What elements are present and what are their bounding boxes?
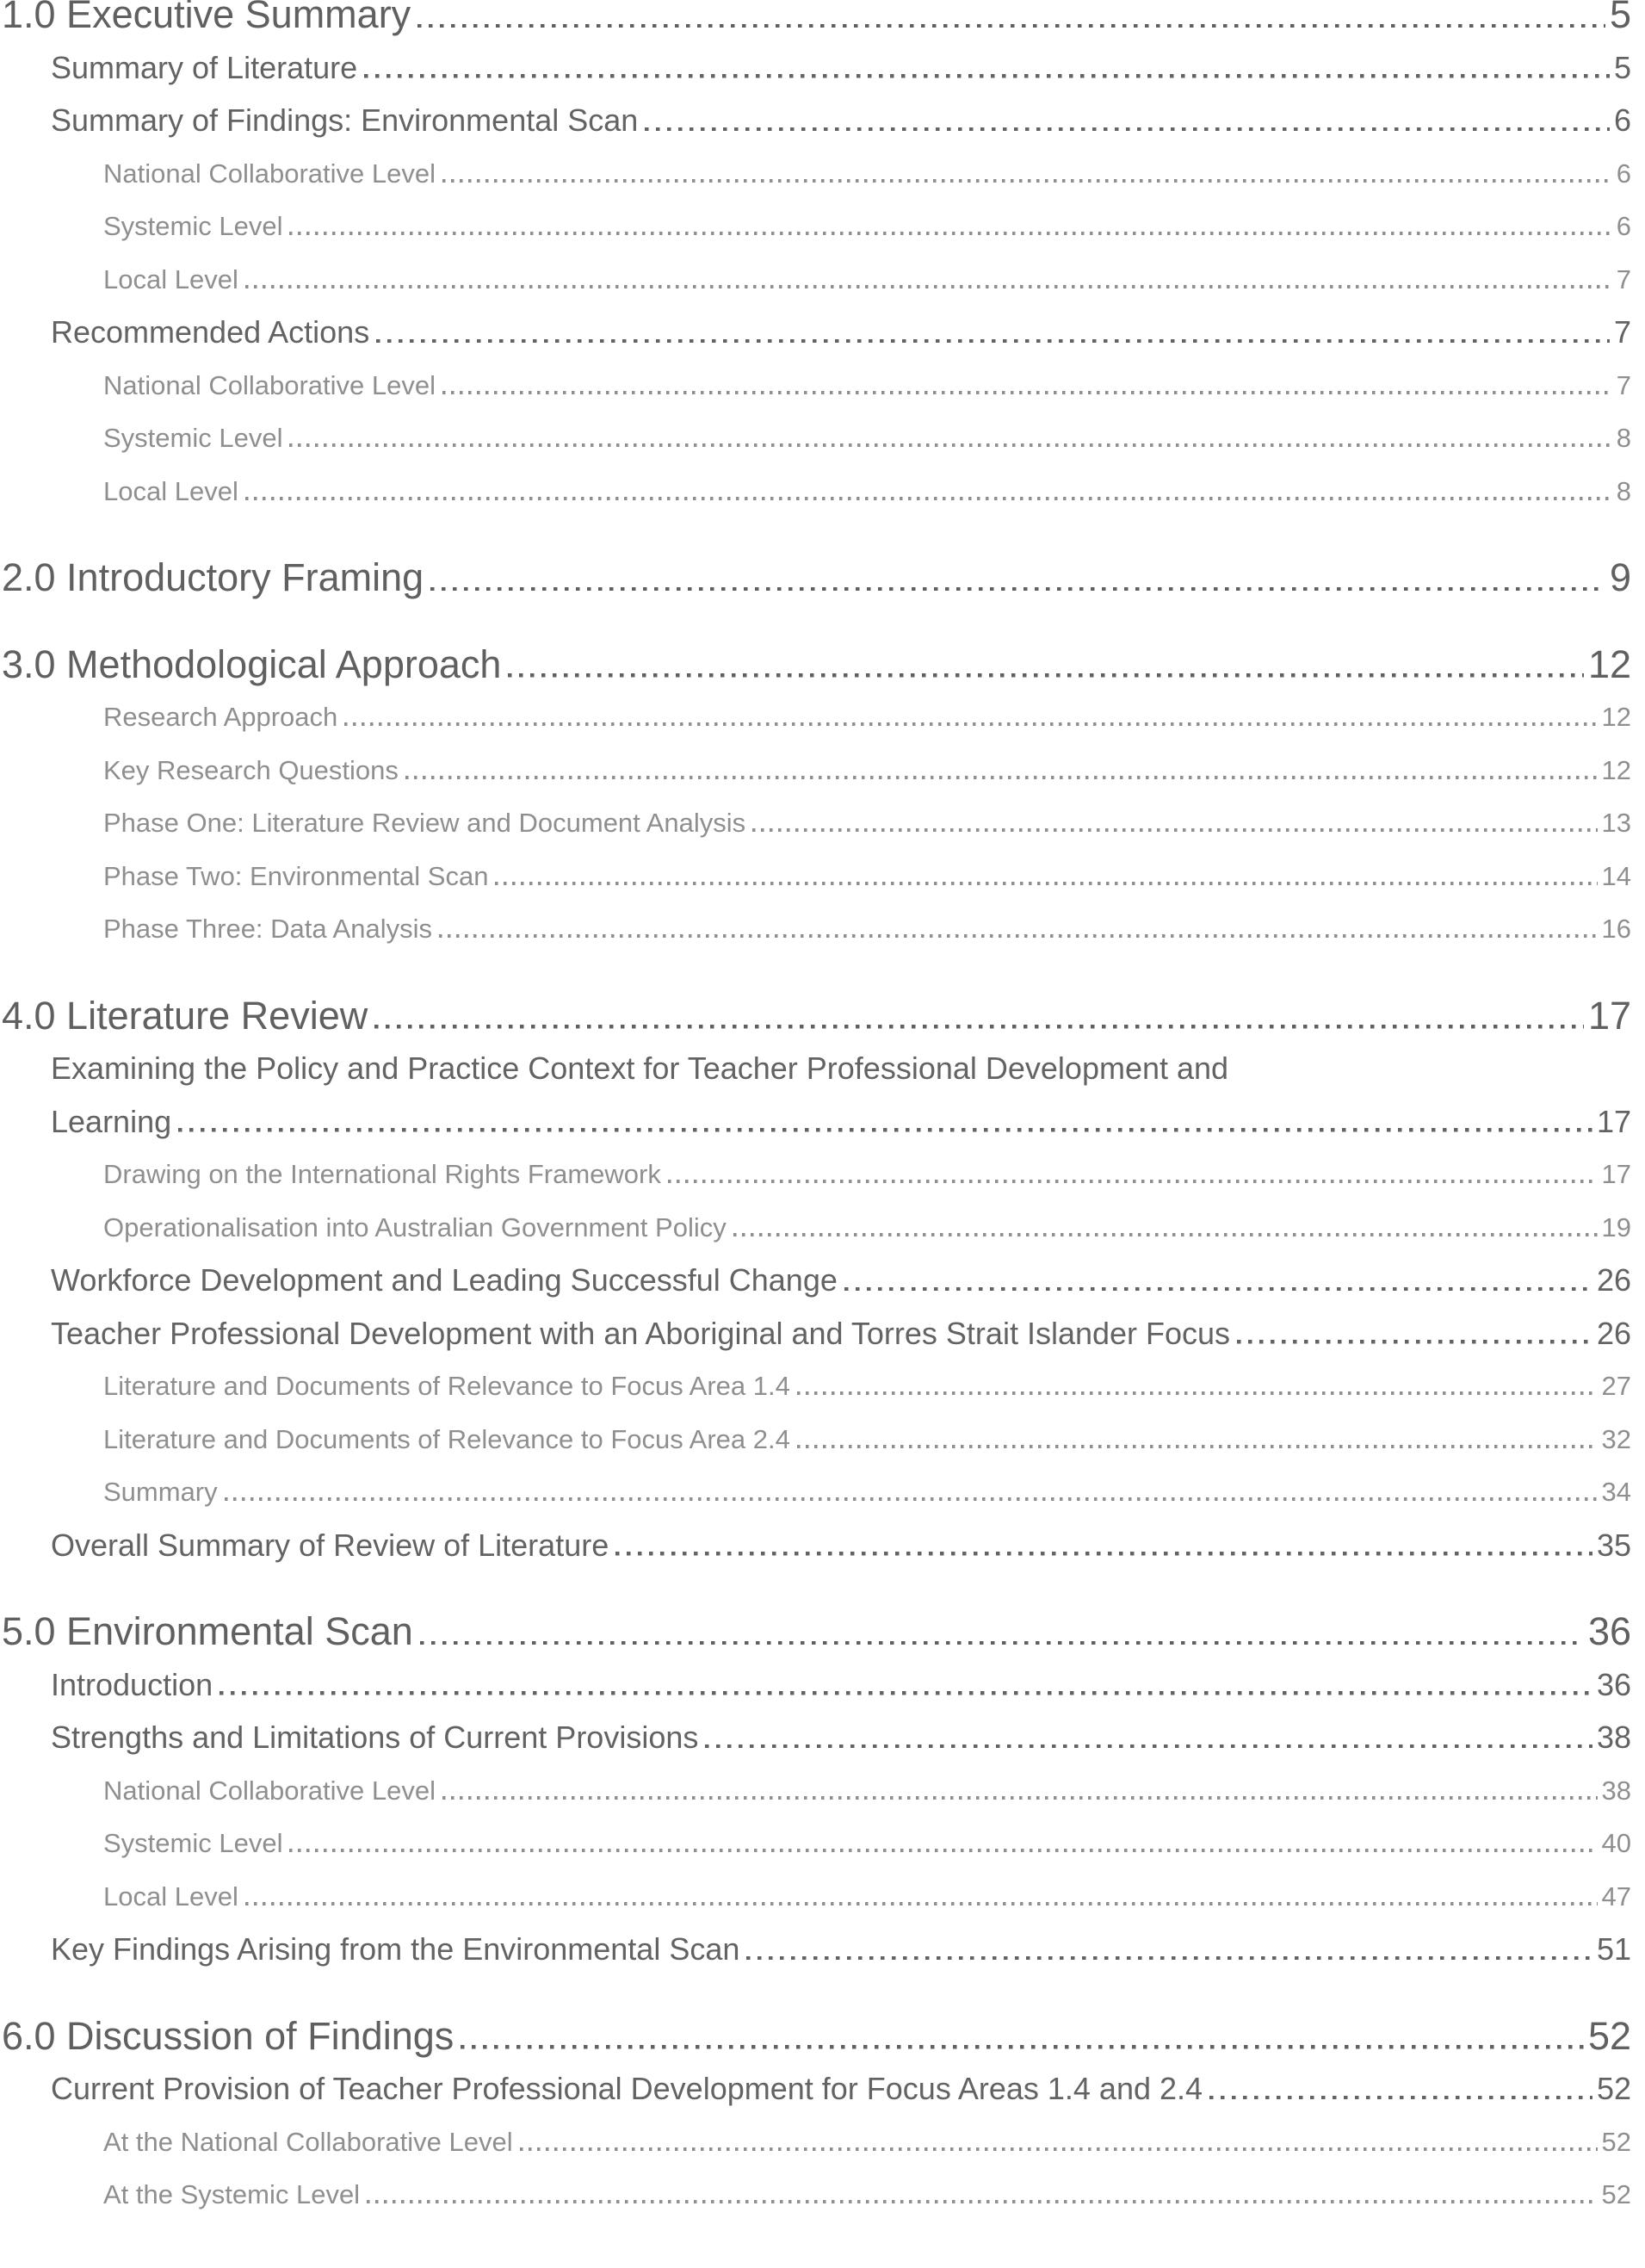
toc-entry-text: Learning: [51, 1103, 172, 1139]
toc-entry[interactable]: [2, 902, 1631, 956]
toc-entry-text: At the Systemic Level: [103, 2179, 361, 2209]
toc-entry-text: At the National Collaborative Level: [103, 2126, 513, 2157]
toc-page-number: 51: [1596, 1931, 1631, 1967]
toc-page-number: 12: [1601, 702, 1631, 732]
dot-leader: [245, 1902, 1598, 1905]
dot-leader: [520, 2147, 1598, 2151]
toc-page-number: 8: [1616, 423, 1631, 453]
toc-entry-text: Systemic Level: [103, 1828, 283, 1858]
toc-page-number: 17: [1596, 1103, 1631, 1139]
toc-page-number: 36: [1587, 1609, 1631, 1653]
toc-entry[interactable]: [2, 359, 1631, 412]
toc-entry-text: Systemic Level: [103, 423, 283, 453]
toc-entry-text: Workforce Development and Leading Successful Change: [51, 1262, 838, 1298]
toc-entry-text: Key Research Questions: [103, 754, 399, 785]
toc-entry[interactable]: [2, 0, 1631, 41]
toc-entry-text: Literature and Documents of Relevance to Focus Area 1.4: [103, 1371, 790, 1401]
toc-entry[interactable]: [2, 41, 1631, 95]
toc-entry-text: 1.0 Executive Summary: [2, 0, 411, 36]
toc-entry[interactable]: [2, 2010, 1631, 2063]
toc-entry[interactable]: [2, 1413, 1631, 1466]
toc-page-number: 8: [1616, 475, 1631, 506]
toc-page-number: 52: [1596, 2071, 1631, 2106]
dot-leader: [461, 2045, 1584, 2049]
toc-entry[interactable]: [2, 1148, 1631, 1201]
toc-page-number: 52: [1587, 2013, 1631, 2058]
toc-entry-text: Key Findings Arising from the Environmental Scan: [51, 1931, 740, 1967]
dot-leader: [430, 587, 1605, 592]
toc-entry-text: Phase Three: Data Analysis: [103, 914, 432, 944]
dot-leader: [374, 1025, 1584, 1029]
toc-page-number: 6: [1613, 102, 1631, 138]
toc-page-number: 16: [1601, 914, 1631, 944]
toc-entry-text: 6.0 Discussion of Findings: [2, 2013, 455, 2058]
toc-page-number: 35: [1596, 1527, 1631, 1563]
toc-entry[interactable]: [2, 1519, 1631, 1572]
dot-leader: [508, 673, 1584, 678]
dot-leader: [225, 1497, 1598, 1501]
toc-page-number: 38: [1596, 1720, 1631, 1755]
dot-leader: [615, 1552, 1592, 1556]
toc-entry[interactable]: [2, 1307, 1631, 1360]
toc-entry-text: Drawing on the International Rights Framework: [103, 1159, 661, 1189]
dot-leader: [442, 179, 1612, 183]
toc-page-number: 32: [1601, 1423, 1631, 1454]
dot-leader: [367, 2200, 1597, 2203]
dot-leader: [797, 1391, 1598, 1395]
toc-entry-text: Local Level: [103, 263, 238, 294]
dot-leader: [733, 1233, 1598, 1236]
toc-page-number: 34: [1601, 1477, 1631, 1507]
toc-page-number: 7: [1613, 314, 1631, 350]
toc-entry-text: Overall Summary of Review of Literature: [51, 1527, 609, 1563]
toc-page-number: 47: [1601, 1881, 1631, 1912]
toc-page-number: 26: [1596, 1315, 1631, 1351]
toc-entry[interactable]: [2, 1658, 1631, 1712]
toc-entry-text: 2.0 Introductory Framing: [2, 555, 424, 599]
toc-page-number: 12: [1587, 641, 1631, 686]
dot-leader: [797, 1445, 1598, 1448]
toc-entry[interactable]: [2, 1605, 1631, 1658]
toc-entry-text: 3.0 Methodological Approach: [2, 641, 502, 686]
dot-leader: [245, 497, 1612, 500]
toc-entry[interactable]: [2, 1711, 1631, 1764]
dot-leader: [417, 24, 1605, 28]
toc-entry-text: Research Approach: [103, 702, 338, 732]
toc-page-number: 36: [1596, 1666, 1631, 1702]
toc-entry-text: 4.0 Literature Review: [2, 993, 368, 1038]
dot-leader: [746, 1956, 1592, 1961]
toc-entry[interactable]: [2, 691, 1631, 744]
dot-leader: [344, 722, 1597, 726]
toc-entry[interactable]: [2, 1466, 1631, 1519]
dot-leader: [289, 443, 1611, 447]
dot-leader: [376, 339, 1610, 344]
toc-entry[interactable]: [2, 638, 1631, 691]
toc-entry[interactable]: [2, 989, 1631, 1043]
toc-entry[interactable]: [2, 1254, 1631, 1307]
toc-entry[interactable]: [2, 1817, 1631, 1870]
toc-entry[interactable]: [2, 147, 1631, 201]
dot-leader: [495, 882, 1597, 885]
dot-leader: [442, 1796, 1598, 1800]
toc-entry-text: Operationalisation into Australian Government Policy: [103, 1211, 727, 1242]
toc-page-number: 26: [1596, 1262, 1631, 1298]
toc-entry-text: National Collaborative Level: [103, 1775, 436, 1806]
toc-entry[interactable]: [2, 465, 1631, 518]
dot-leader: [1209, 2096, 1592, 2100]
dot-leader: [405, 776, 1598, 779]
toc-entry-text: Strengths and Limitations of Current Provisions: [51, 1720, 699, 1755]
dot-leader: [289, 232, 1611, 235]
toc-entry[interactable]: [2, 850, 1631, 903]
toc-page-number: 7: [1616, 263, 1631, 294]
toc-entry[interactable]: [2, 1764, 1631, 1818]
dot-leader: [439, 934, 1598, 938]
toc-entry-text: Recommended Actions: [51, 314, 370, 350]
toc-page-number: 52: [1601, 2179, 1631, 2209]
toc-entry[interactable]: [2, 2116, 1631, 2169]
toc-entry[interactable]: [2, 306, 1631, 359]
toc-entry-text: Summary: [103, 1477, 218, 1507]
dot-leader: [364, 74, 1610, 78]
toc-entry[interactable]: [2, 200, 1631, 253]
toc-entry[interactable]: [2, 1201, 1631, 1255]
toc-entry-text: Introduction: [51, 1666, 213, 1702]
dot-leader: [442, 391, 1612, 394]
toc-entry-text: Phase Two: Environmental Scan: [103, 860, 489, 891]
dot-leader: [668, 1180, 1598, 1183]
toc-page-number: 5: [1609, 0, 1631, 36]
dot-leader: [178, 1128, 1592, 1132]
toc-page-number: 40: [1601, 1828, 1631, 1858]
toc-entry[interactable]: [2, 412, 1631, 465]
toc-entry-text: Local Level: [103, 1881, 238, 1912]
toc-entry[interactable]: [2, 2062, 1631, 2116]
dot-leader: [220, 1691, 1592, 1695]
toc-entry-text: Examining the Policy and Practice Context for Teacher Professional Development and: [51, 1050, 1229, 1086]
dot-leader: [420, 1641, 1584, 1645]
toc-page-number: 6: [1616, 211, 1631, 241]
toc-entry-text: Summary of Findings: Environmental Scan: [51, 102, 639, 138]
toc-entry[interactable]: [2, 253, 1631, 307]
toc-page-number: 52: [1601, 2126, 1631, 2157]
dot-leader: [245, 285, 1612, 288]
toc-entry[interactable]: [2, 1923, 1631, 1976]
toc-page-number: 5: [1613, 49, 1631, 85]
dot-leader: [289, 1849, 1597, 1852]
toc-entry-text: Systemic Level: [103, 211, 283, 241]
dot-leader: [1237, 1340, 1592, 1344]
toc-entry-text: Phase One: Literature Review and Document Analysis: [103, 808, 746, 838]
dot-leader: [752, 828, 1597, 832]
toc-page-number: 14: [1601, 860, 1631, 891]
toc-page-number: 17: [1601, 1159, 1631, 1189]
toc-entry-text: Local Level: [103, 475, 238, 506]
toc-entry-text: 5.0 Environmental Scan: [2, 1609, 413, 1653]
toc-entry-text: Summary of Literature: [51, 49, 358, 85]
toc-page-number: 27: [1601, 1371, 1631, 1401]
toc-entry[interactable]: [2, 94, 1631, 147]
toc-page-number: 9: [1609, 555, 1631, 599]
toc-entry[interactable]: [2, 551, 1631, 604]
toc-entry-text: Teacher Professional Development with an Aboriginal and Torres Strait Islander Focus: [51, 1315, 1231, 1351]
toc-entry[interactable]: [2, 1042, 1631, 1095]
toc-entry[interactable]: [2, 1870, 1631, 1924]
toc-entry-text: Current Provision of Teacher Professional Development for Focus Areas 1.4 and 2.4: [51, 2071, 1203, 2106]
dot-leader: [844, 1287, 1592, 1292]
toc-entry[interactable]: [2, 1360, 1631, 1413]
toc-page-number: 12: [1601, 754, 1631, 785]
toc-entry[interactable]: [2, 2168, 1631, 2222]
toc-entry[interactable]: [2, 744, 1631, 797]
toc-page-number: 19: [1601, 1211, 1631, 1242]
toc-page-number: 17: [1587, 993, 1631, 1038]
toc-entry-text: National Collaborative Level: [103, 369, 436, 400]
toc-entry-text: Literature and Documents of Relevance to Focus Area 2.4: [103, 1423, 790, 1454]
toc-page-number: 7: [1616, 369, 1631, 400]
toc-page-number: 38: [1601, 1775, 1631, 1806]
dot-leader: [645, 127, 1610, 132]
dot-leader: [705, 1744, 1592, 1749]
toc-entry[interactable]: [2, 796, 1631, 850]
toc-page-number: 13: [1601, 808, 1631, 838]
toc-entry-text: National Collaborative Level: [103, 158, 436, 189]
toc-entry[interactable]: [2, 1095, 1631, 1149]
toc-page-number: 6: [1616, 158, 1631, 189]
